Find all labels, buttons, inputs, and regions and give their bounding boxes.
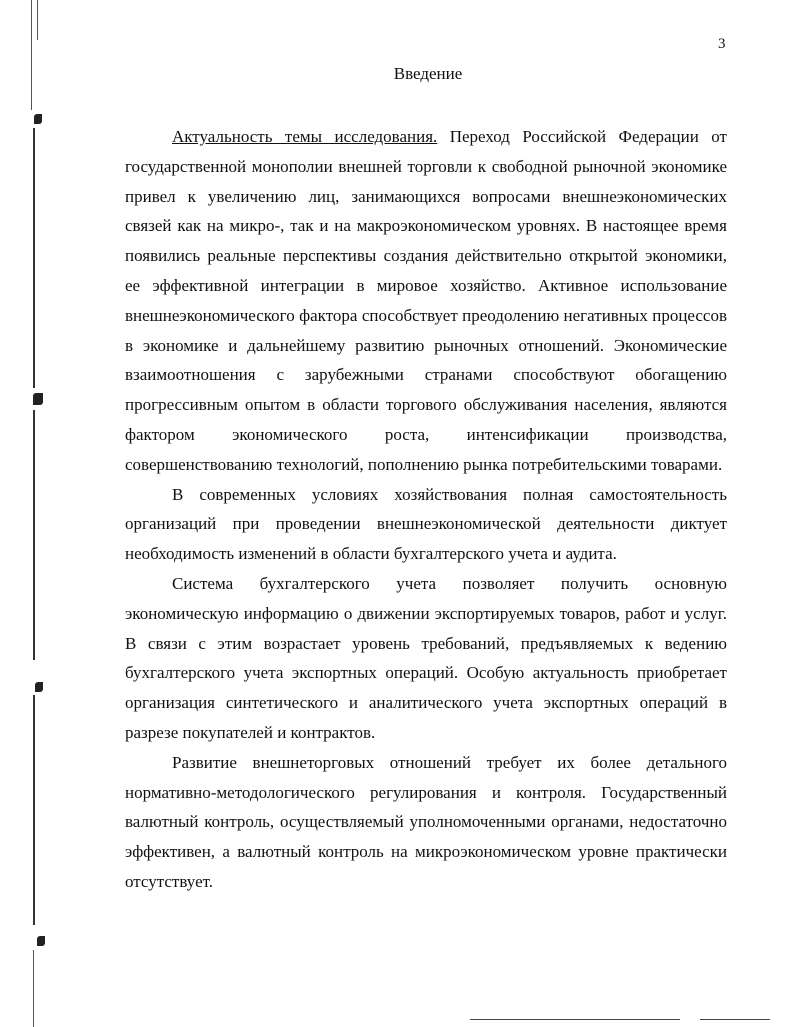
page-number: 3 [718,36,726,52]
paragraph: В современных условиях хозяйствования полная самостоятельность организаций при проведении внешнеэкономической деятельности диктует необходимость изменений в области бухгалтерского учета и аудита. [125,484,727,564]
scan-punch-mark [34,114,42,124]
scan-bottom-line [700,1019,770,1020]
scan-punch-mark [33,393,43,405]
scan-edge-line [33,410,35,660]
scan-edge-line [37,0,38,40]
section-lead: Актуальность темы исследования. [172,127,438,146]
paragraph: Система бухгалтерского учета позволяет получить основную экономическую информацию о движении экспортируемых товаров, работ и услуг. В связи с этим возрастает уровень требований, предъявляемых к ведению бухгалтерского учета экспортных операций. Особую актуальность приобретает организация синтетического и аналитического учета экспортных операций в разрезе покупателей и контрактов. [125,573,727,742]
scan-bottom-line [470,1019,680,1020]
scan-edge-line [33,128,35,388]
scan-punch-mark [35,682,43,692]
scan-punch-mark [37,936,45,946]
paragraph [125,122,727,480]
scan-edge-line [31,0,32,110]
page-title: Введение [393,64,463,83]
document-body [125,122,727,897]
scan-edge-line [33,950,34,1027]
paragraph: Развитие внешнеторговых отношений требует их более детального нормативно-методологического регулирования и контроля. Государственный валютный контроль, осуществляемый уполномоченными органами, недостаточно эффективен, а валютный контроль на микроэкономическом уровне практически отсутствует. [125,752,727,891]
paragraph-text: Переход Российской Федерации от государственной монополии внешней торговли к свободной рыночной экономике привел к увеличению лиц, занимающихся вопросами внешнеэкономических связей как на микро-, так и на макроэкономическом уровнях. В настоящее время появились реальные перспективы создания действительно открытой экономики, ее эффективной интеграции в мировое хозяйство. Активное использование внешнеэкономического фактора способствует преодолению негативных процессов в экономике и дальнейшему развитию рыночных отношений. Экономические взаимоотношения с зарубежными странами способствуют обогащению прогрессивным опытом в области торгового обслуживания населения, являются фактором экономического роста, интенсификации производства, совершенствованию технологий, пополнению рынка потребительскими товарами. [125,127,727,474]
scan-edge-line [33,695,35,925]
